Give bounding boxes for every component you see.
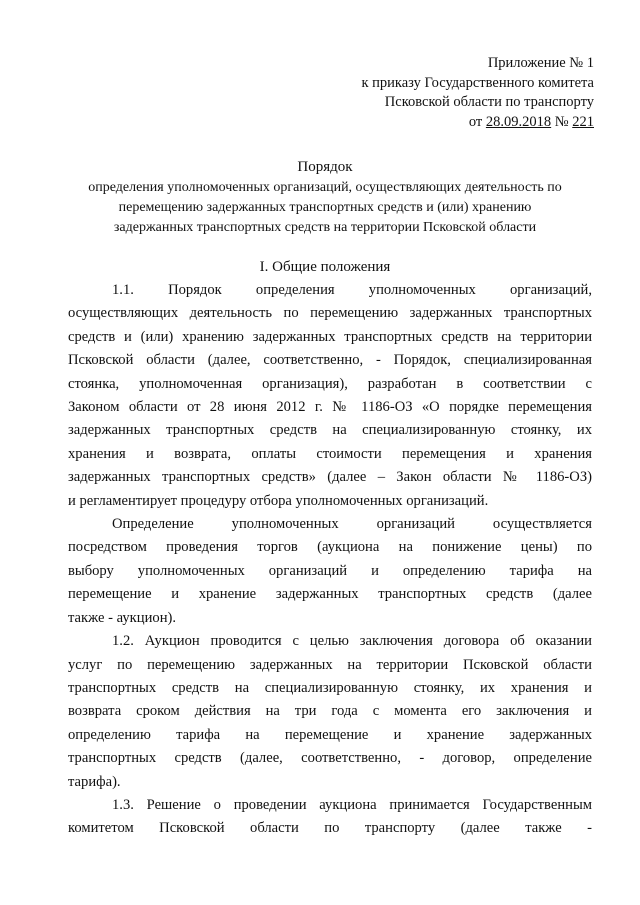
paragraph-line: осуществляющих деятельность по перемещению задержанных транспортных [68,305,592,322]
paragraph-line: задержанных транспортных средств» (далее – Закон области № 1186-ОЗ) [68,469,592,486]
appendix-line: Псковской области по транспорту [384,94,594,110]
document-title: Порядок [297,159,353,175]
paragraph-line: транспортных средств (далее, соответственно, - договор, определение [68,750,592,767]
paragraph-line: 1.1. Порядок определения уполномоченных организаций, [112,282,592,298]
paragraph-line: Определение уполномоченных организаций осуществляется [112,516,592,533]
paragraph-line: хранения и возврата, оплаты стоимости перемещения и хранения [68,445,592,462]
paragraph-line: комитетом Псковской области по транспорту (далее также - [68,820,592,837]
subtitle-line: перемещению задержанных транспортных средств и (или) хранению [118,200,532,215]
paragraph-line: 1.3. Решение о проведении аукциона принимается Государственным [112,796,592,813]
appendix-block [361,54,594,132]
appendix-number-sign: № [551,113,573,130]
subtitle-line: задержанных транспортных средств на территории Псковской области [113,220,537,235]
subtitle-line: определения уполномоченных организаций, осуществляющих деятельность по [88,180,562,195]
body-text [68,279,592,841]
order-number: 221 [572,113,594,130]
paragraph [68,279,592,513]
paragraph-line: Законом области от 28 июня 2012 г. № 1186-ОЗ «О порядке перемещения [68,399,592,416]
paragraph-line: 1.2. Аукцион проводится с целью заключения договора об оказании [112,633,592,650]
paragraph-line: посредством проведения торгов (аукциона на понижение цены) по [68,539,592,556]
paragraph-line: возврата сроком действия на три года с момента его заключения и [68,703,592,720]
appendix-line: к приказу Государственного комитета [361,74,594,91]
paragraph-line: определению тарифа на перемещение и хранение задержанных [68,726,592,743]
document-subtitle [60,178,590,238]
appendix-date-line [361,113,594,133]
paragraph [68,630,592,794]
order-date: 28.09.2018 [485,113,552,130]
paragraph-line: и регламентирует процедуру отбора уполномоченных организаций. [68,492,489,509]
paragraph-line: транспортных средств на специализированную стоянку, их хранения и [68,679,592,696]
paragraph-line: задержанных транспортных средств на специализированную стоянку, их [68,422,592,439]
paragraph-line: также - аукцион). [68,609,177,626]
paragraph-line: тарифа). [68,773,121,790]
paragraph [68,513,592,630]
paragraph-line: средств и (или) хранению задержанных транспортных средств на территории [68,328,592,345]
paragraph-line: стоянка, уполномоченная организация), разработан в соответствии с [68,375,592,392]
paragraph-line: перемещение и хранение задержанных транспортных средств (далее [68,586,592,603]
paragraph-line: выбору уполномоченных организаций и определению тарифа на [68,562,592,579]
paragraph [68,794,592,841]
appendix-line: Приложение № 1 [487,55,594,71]
section-heading: I. Общие положения [259,259,391,275]
paragraph-line: услуг по перемещению задержанных на территории Псковской области [68,656,592,673]
appendix-prefix: от [468,113,486,130]
paragraph-line: Псковской области (далее, соответственно, - Порядок, специализированная [68,352,592,369]
